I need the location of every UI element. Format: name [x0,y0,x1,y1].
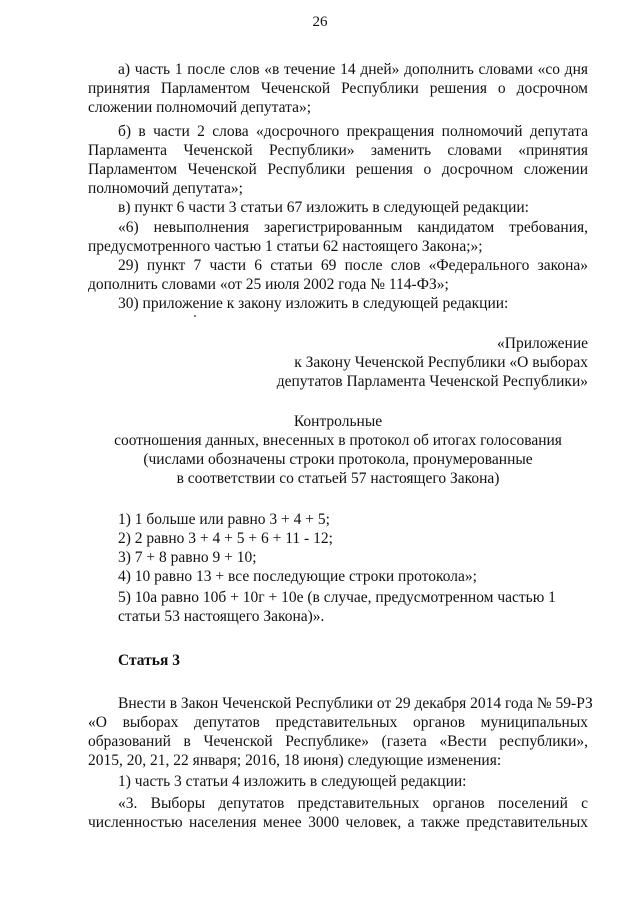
para-a-line-1: а) часть 1 после слов «в течение 14 дней» дополнить словами «со дня [118,61,588,78]
scan-speck [194,315,196,317]
para-a-line-3: сложении полномочий депутата»; [88,99,312,116]
para-b-line-3: Парламентом Чеченской Республики решения о досрочном сложении [88,161,588,178]
relation-1: 1) 1 больше или равно 3 + 4 + 5; [118,511,330,528]
para-6-line-2: предусмотренного частью 1 статьи 62 настоящего Закона;»; [88,238,483,255]
article-intro-line-4: 2015, 20, 21, 22 января; 2016, 18 июня) следующие изменения: [88,752,502,769]
relation-2: 2) 2 равно 3 + 4 + 5 + 6 + 11 - 12; [118,530,333,547]
para-a-line-2: принятия Парламентом Чеченской Республики решения о досрочном [88,80,588,97]
relation-5-cont: статьи 53 настоящего Закона)». [118,608,325,625]
para-v: в) пункт 6 части 3 статьи 67 изложить в следующей редакции: [118,199,529,216]
para-b-line-4: полномочий депутата»; [88,180,243,197]
relation-4: 4) 10 равно 13 + все последующие строки протокола»; [118,568,477,585]
para-b-line-1: б) в части 2 слова «досрочного прекращения полномочий депутата [118,123,588,140]
para-30: 30) приложение к закону изложить в следующей редакции: [118,295,509,312]
appendix-label: «Приложение [497,335,588,352]
control-title: Контрольные [293,413,383,430]
para-6-line-1: «6) невыполнения зарегистрированным кандидатом требования, [118,219,588,236]
appendix-law-title: депутатов Парламента Чеченской Республики» [276,373,588,390]
article-title: Статья 3 [118,652,180,669]
item-3-line-2: численностью населения менее 3000 человек, а также представительных [88,814,588,831]
appendix-law-ref: к Закону Чеченской Республики «О выборах [294,354,588,371]
page-number: 26 [312,14,328,30]
para-29-line-1: 29) пункт 7 части 6 статьи 69 после слов «Федерального закона» [118,257,588,274]
article-intro-line-1: Внести в Закон Чеченской Республики от 29 декабря 2014 года № 59-РЗ [118,695,593,712]
relation-5: 5) 10а равно 10б + 10г + 10е (в случае, предусмотренном частью 1 [118,589,556,606]
para-b-line-2: Парламента Чеченской Республики» заменить словами «принятия [88,142,588,159]
para-29-line-2: дополнить словами «от 25 июля 2002 года № 114-ФЗ»; [88,276,449,293]
relation-3: 3) 7 + 8 равно 9 + 10; [118,549,257,566]
control-subtitle-3: в соответствии со статьей 57 настоящего Закона) [176,470,500,487]
item-3-line-1: «3. Выборы депутатов представительных органов поселений с [118,795,588,812]
article-intro-line-3: образований в Чеченской Республике» (газета «Вести республики», [88,733,588,750]
control-subtitle-2: (числами обозначены строки протокола, пронумерованные [143,451,533,468]
control-subtitle-1: соотношения данных, внесенных в протокол об итогах голосования [114,432,562,449]
item-1: 1) часть 3 статьи 4 изложить в следующей редакции: [118,773,467,790]
article-intro-line-2: «О выборах депутатов представительных органов муниципальных [88,714,588,731]
